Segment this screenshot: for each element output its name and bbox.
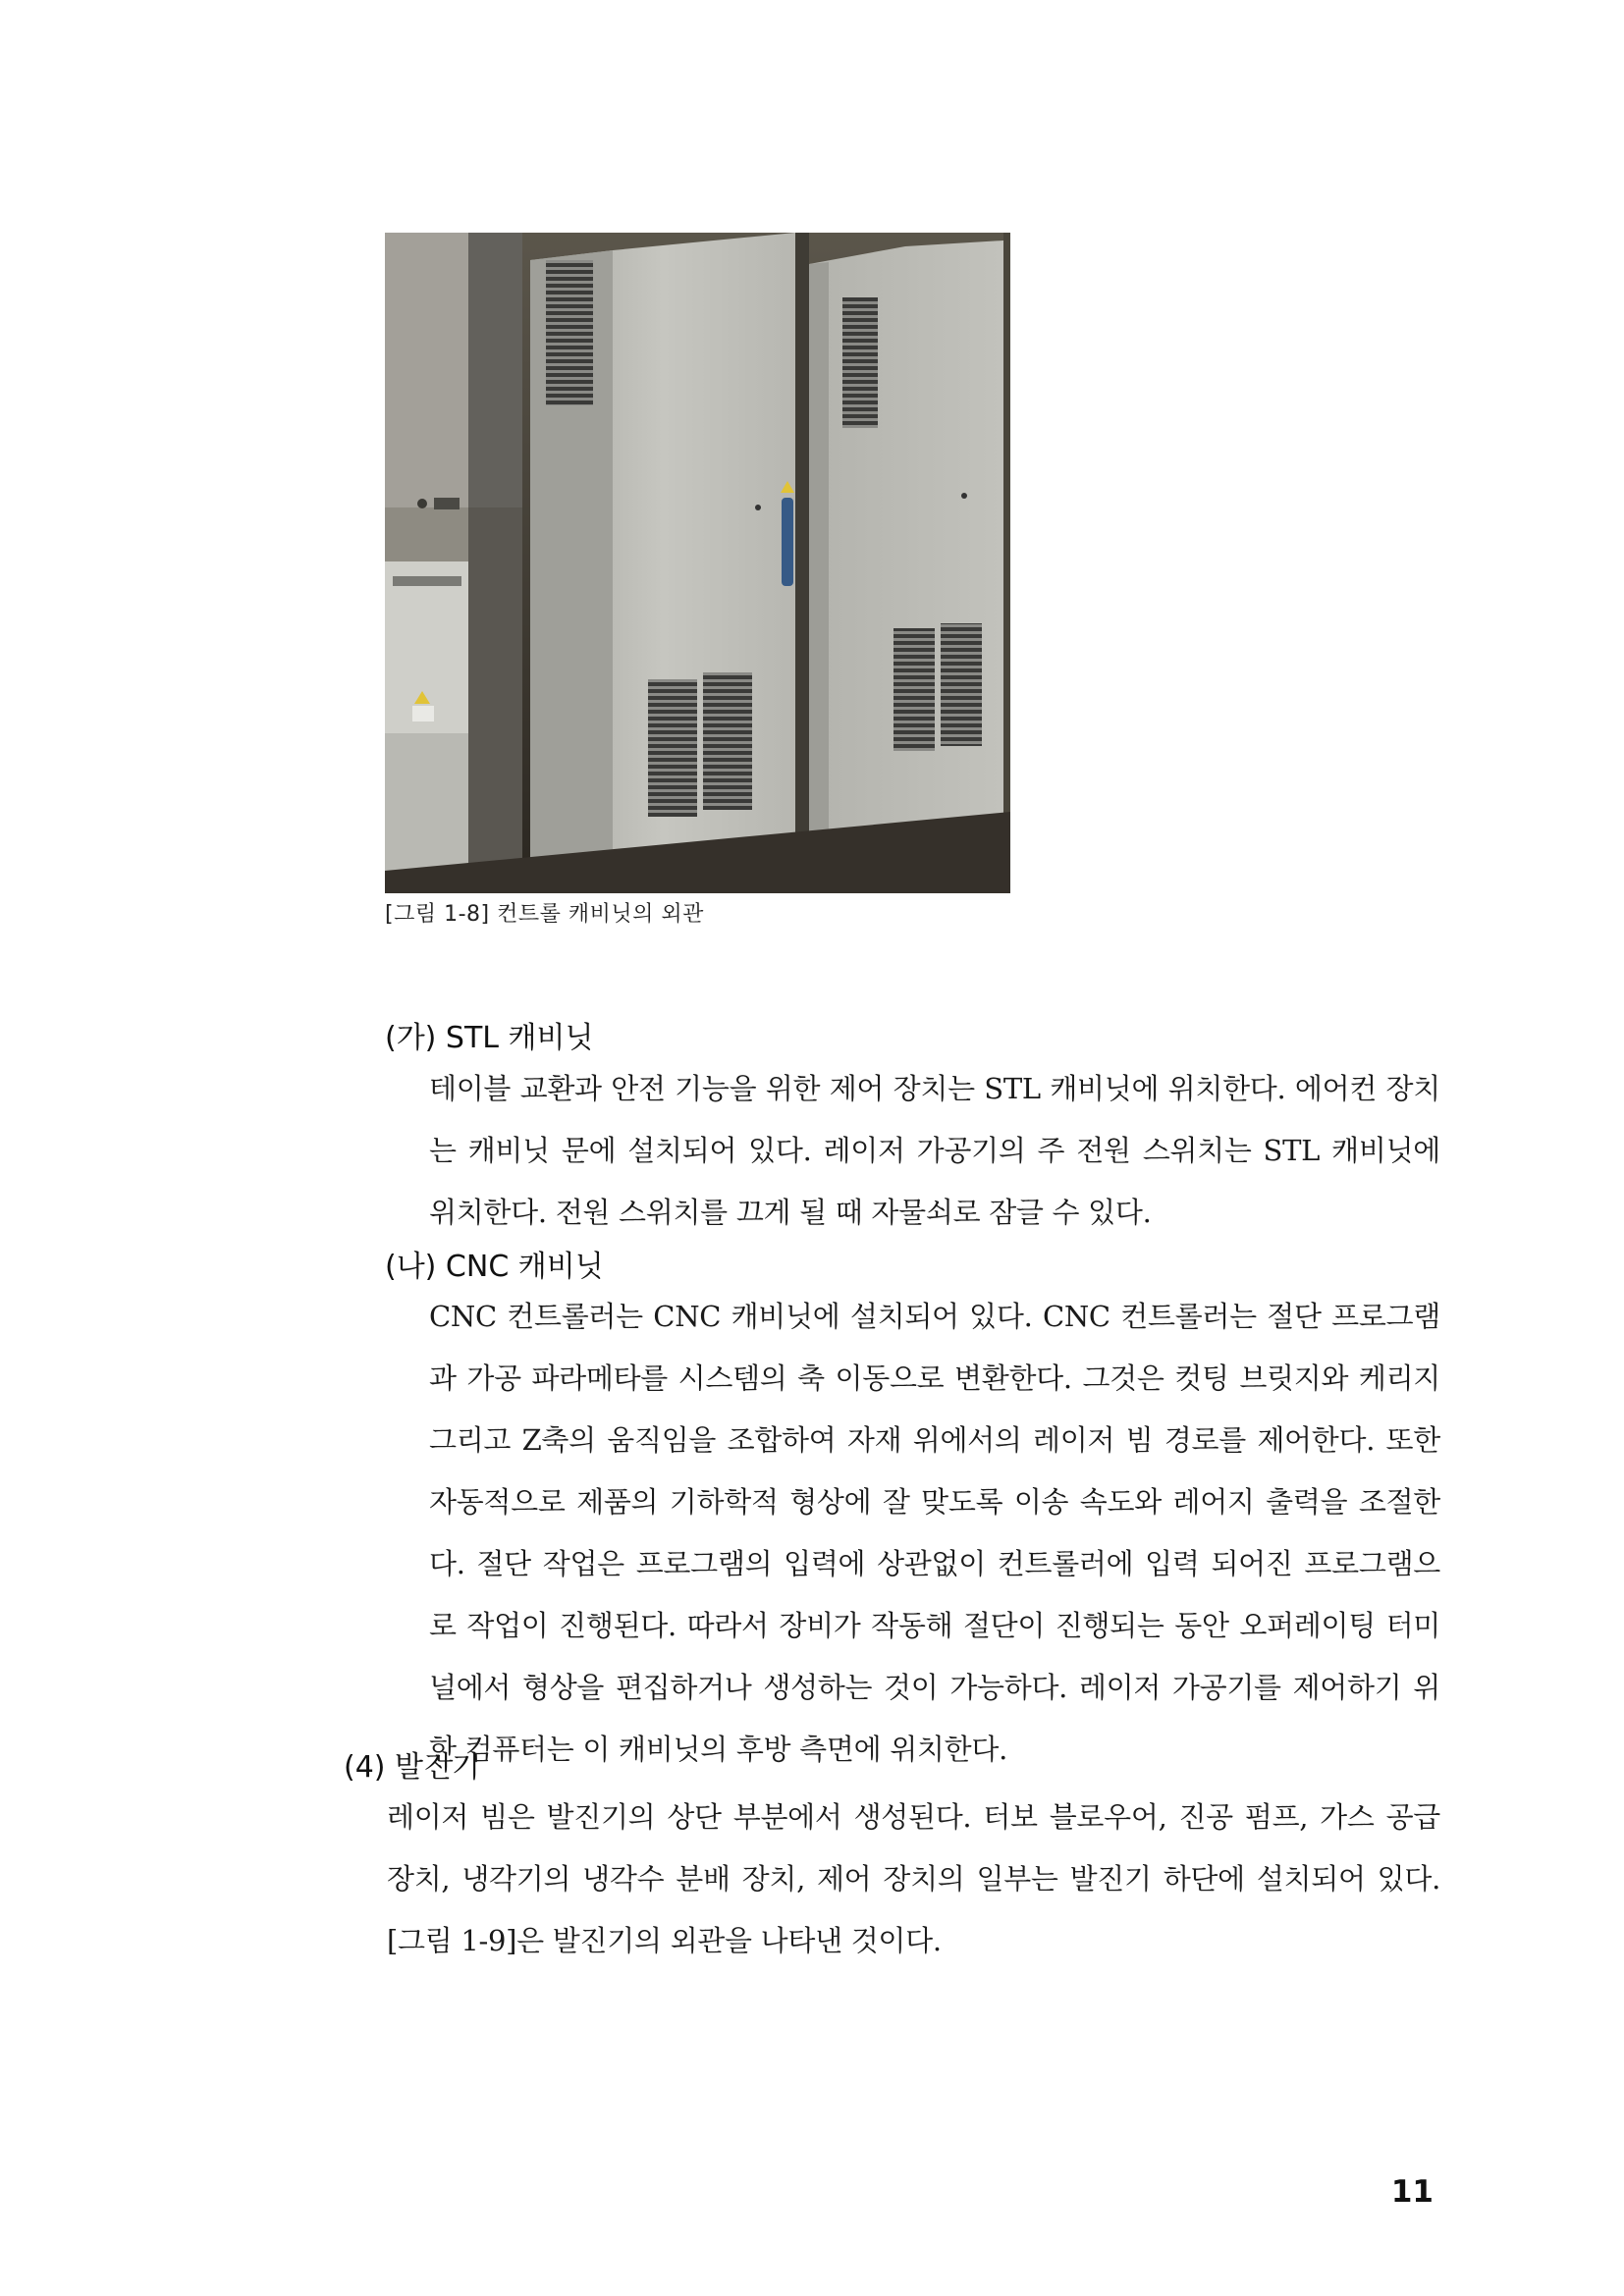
section-heading-stl-cabinet: (가) STL 캐비닛 bbox=[385, 1021, 594, 1055]
section-body-cnc-cabinet: CNC 컨트롤러는 CNC 캐비닛에 설치되어 있다. CNC 컨트롤러는 절단 프로그램과 가공 파라메타를 시스템의 축 이동으로 변환한다. 그것은 컷팅 브릿지와 케리지 그리고 Z축의 움직임을 조합하여 자재 위에서의 레이저 빔 경로를 제어한다. 또한 자동적으로 제품의 기하학적 형상에 잘 맞도록 이송 속도와 레어지 출력을 조절한다. 절단 작업은 프로그램의 입력에 상관없이 컨트롤러에 입력 되어진 프로그램으로 작업이 진행된다. 따라서 장비가 작동해 절단이 진행되는 동안 오퍼레이팅 터미널에서 형상을 편집하거나 생성하는 것이 가능하다. 레이저 가공기를 제어하기 위한 컴퓨터는 이 캐비닛의 후방 측면에 위치한다. bbox=[429, 1300, 1440, 1766]
section-body-stl-cabinet: 테이블 교환과 안전 기능을 위한 제어 장치는 STL 캐비닛에 위치한다. 에어컨 장치는 캐비닛 문에 설치되어 있다. 레이저 가공기의 주 전원 스위치는 STL 캐비닛에 위치한다. 전원 스위치를 끄게 될 때 자물쇠로 잠글 수 있다. bbox=[429, 1072, 1440, 1229]
section-heading-oscillator: (4) 발진기 bbox=[344, 1750, 480, 1785]
section-heading-cnc-cabinet: (나) CNC 캐비닛 bbox=[385, 1250, 604, 1284]
page-number: 11 bbox=[1390, 2174, 1434, 2210]
section-body-oscillator: 레이저 빔은 발진기의 상단 부분에서 생성된다. 터보 블로우어, 진공 펌프, 가스 공급 장치, 냉각기의 냉각수 분배 장치, 제어 장치의 일부는 발진기 하단에 설치되어 있다. [그림 1-9]은 발진기의 외관을 나타낸 것이다. bbox=[387, 1800, 1440, 1957]
figure-caption: [그림 1-8] 컨트롤 캐비닛의 외관 bbox=[385, 902, 704, 927]
control-cabinet-photo bbox=[385, 233, 1010, 893]
